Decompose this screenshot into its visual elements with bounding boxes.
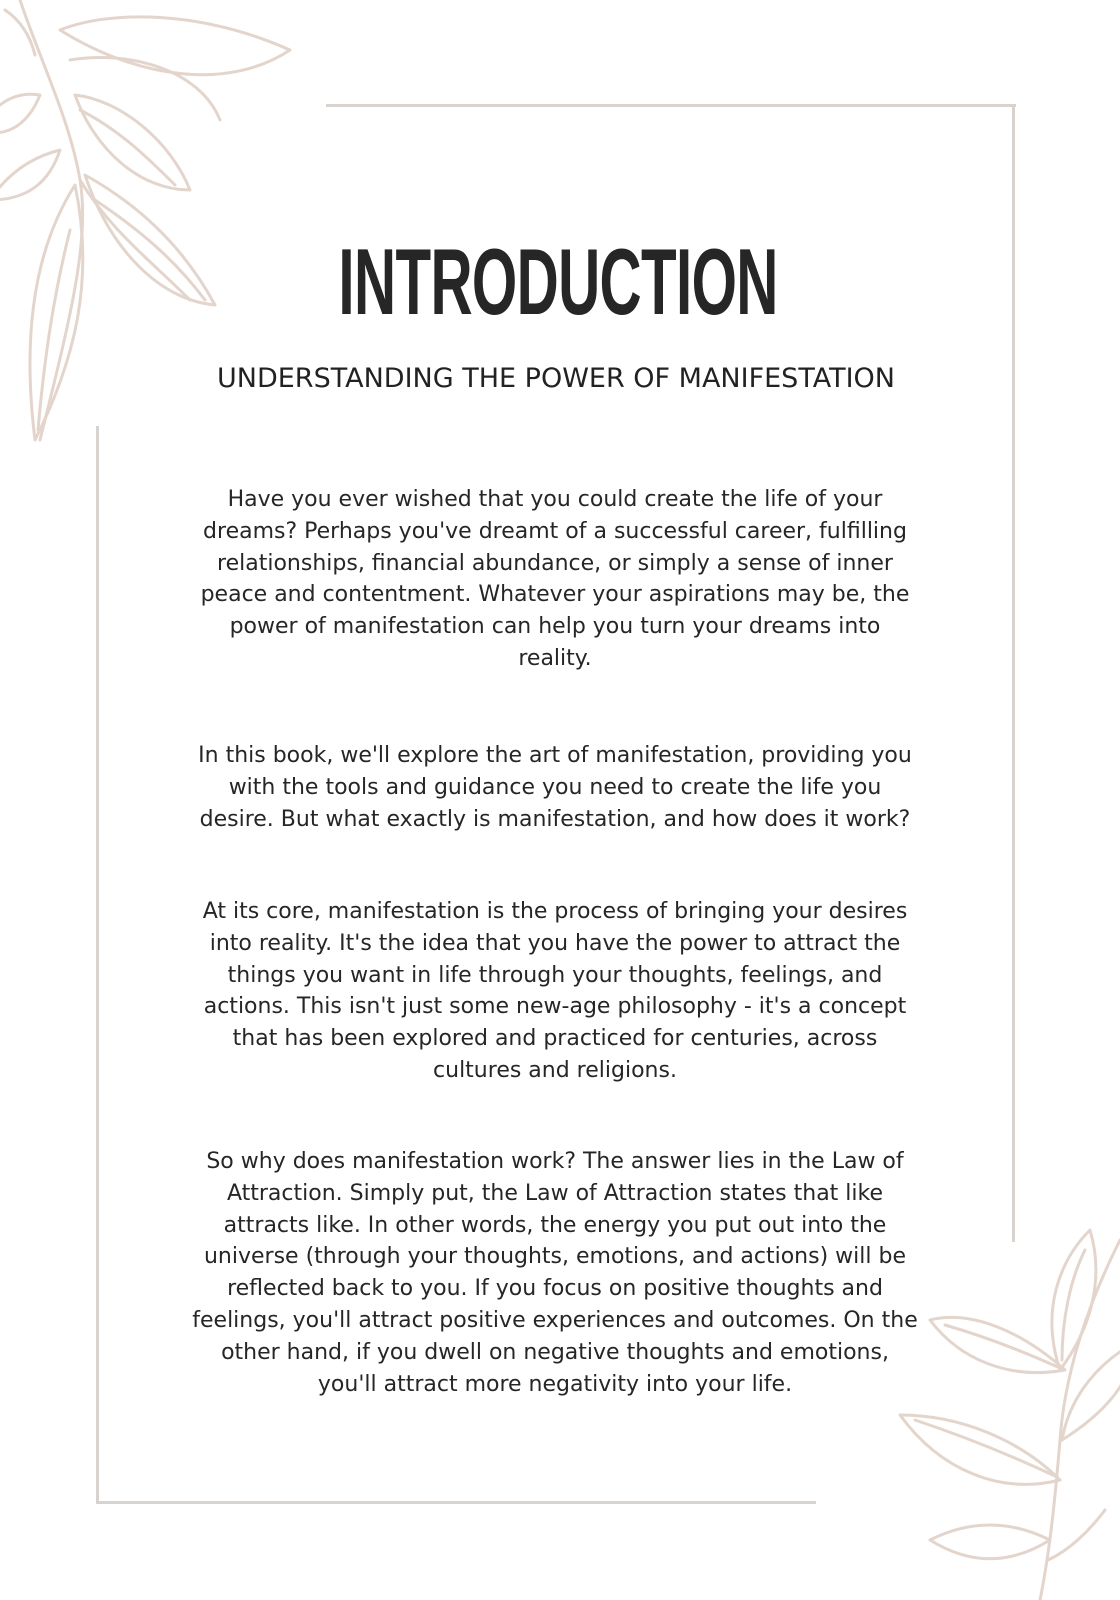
paragraph-4: So why does manifestation work? The answer lies in the Law of Attraction. Simply put, the Law of Attraction states that like attracts like. In other words, the energy you put out into the universe (through your thoughts, emotions, and actions) will be reflected back to you. If you focus on positive thoughts and feelings, you'll attract positive experiences and outcomes. On the other hand, if you dwell on negative thoughts and emotions, you'll attract more negativity into your life.: [192, 1149, 918, 1397]
page-subtitle: UNDERSTANDING THE POWER OF MANIFESTATION: [217, 363, 895, 394]
page-title: INTRODUCTION: [338, 229, 778, 334]
frame-bottom-line: [96, 1501, 816, 1504]
paragraph-3: At its core, manifestation is the process of bringing your desires into reality. It's the idea that you have the power to attract the things you want in life through your thoughts, feelings, and actions. This isn't just some new-age philosophy - it's a concept that has been explored and practiced for centuries, across cultures and religions.: [202, 899, 908, 1083]
paragraph-2: In this book, we'll explore the art of manifestation, providing you with the tools and guidance you need to create the life you desire. But what exactly is manifestation, and how does it work?: [198, 743, 912, 832]
paragraph-1: Have you ever wished that you could create the life of your dreams? Perhaps you've dreamt of a successful career, fulfilling relationships, financial abundance, or simply a sense of inner peace and contentment. Whatever your aspirations may be, the power of manifestation can help you turn your dreams into reality.: [200, 487, 910, 671]
leaf-branch-icon: [890, 1220, 1120, 1600]
frame-right-line: [1012, 104, 1015, 1242]
frame-top-line: [326, 104, 1016, 107]
frame-left-line: [96, 426, 99, 1504]
